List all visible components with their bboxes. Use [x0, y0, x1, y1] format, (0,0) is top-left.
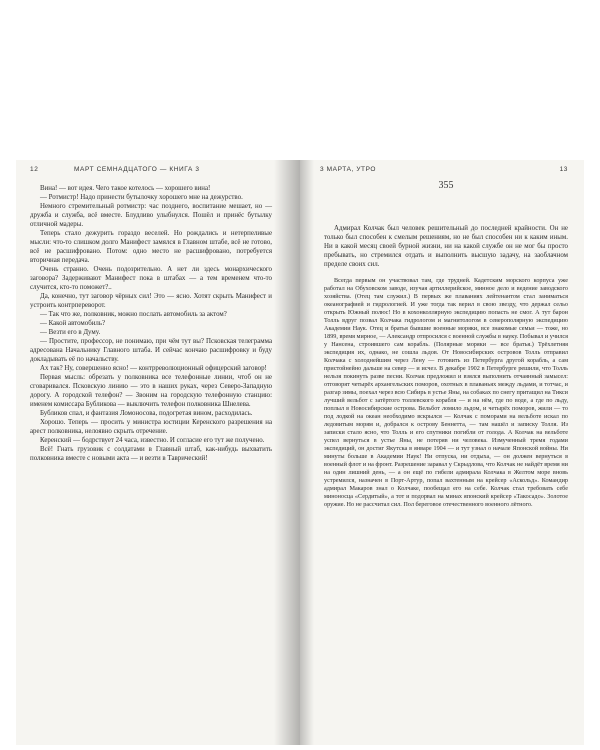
paragraph: — Ротмистр! Надо принести бутылочку хорошего мне на дежурство. [40, 194, 243, 201]
right-page-body [324, 224, 568, 509]
left-page-body [30, 184, 272, 463]
paragraph: — Какой автомобиль? [40, 320, 106, 327]
paragraph: Да, конечно, тут заговор чёрных сил! Это — ясно. Хотят скрыть Манифест и устроить контрпереворот. [30, 293, 272, 309]
paragraph: Бубликов спал, и фантазия Ломоносова, подогретая вином, расходилась. [40, 410, 253, 417]
chapter-number: 355 [438, 180, 454, 191]
body-paragraph: Всегда первым он участвовал там, где трудней. Кадетским морского корпуса уже работал на Обуховском заводе, изучая артиллерийское, минное дело и ведение заводского хозяйства. (Отец там служил.) В первых же плаваниях лейтенантом стал заниматься океанографией и гидрологией. И уже тогда так верил в свою звезду, что держал сельо открыть Южный полюс! Но в кохонколлярную экспедицию попасть не смог. А тут барон Толль вдруг позвал Колчака гидрологом и магнитологом в северополярную экспедицию Академии Наук. Отец и братья бывшие военные моряки, все знакомые семьи — тоже, но 1899, время мирное, — Александр отпросился с военной службы в науку. Побывал и учился у Нансена, строившего сам корабль. (Полярные моряки — все братья.) Трёхлетняя экспедиция их, однако, не сошла льдов. От Новосибирских островов Толль отправил Колчака с холоднейшим через Лену — готовить из Петербурга другой корабль, а сам пристойнейно дальше на север — и исчез. В декабре 1902 в Петербурге решили, что Толль нельзя покинуть разве песни. Колчак предложил и взялся выполнить отчаянный замысел: отговорят четырёх архангельских поморов, охотных в плаваньях между льдами, и тотчас, и разгар зимы, поехал через всю Сибирь в устье Яны, на собаках по снегу притащил на Тикси лучший вельбот с затёртого толлевского корабля — и на нём, где по воде, а где по льду, поплыл в Новосибирские острова. Вельбот ломило льдом, и четырёх поморов, жили — то под лодкой на океан необходимо вскрылся — Колчак с поморами на вельботе искал по ледовитым морям и, добрался к острову Беннетта, — там нашёл и записку Толля. Из записки стало ясно, что Толль и его спутники погибли от голода. А Колчак на вельботе успел вернуться в устье Яны, не потеряв ни человека. Измученный тремя годами экспедиций, он достиг Якутска в январе 1904 — и тут узнал о начале Японской войны. Ни минуты больше в Академии Наук! Ни отпуска, ни отдыха, — он должен вернуться в военный флот и на фронт. Разрешение заравал у Скрыдлова, что Колчак не найдёт время ни на один лишний день, — а он ещё по гибели адмирала Колчака в Желтом море вновь устремился, назначен в Порт-Артур, попал вахтенным на крейсер «Аскольд». Командир адмирал Макаров знал о Колчаке, пообещал его на себе. Колчак стал требовать себе миноносца «Сердитый», а тот и подорвал на минах японский крейсер «Такосадо». Золотое оружие. Но не рассчитал сил. Пол береговое отечественного военного лётного. [324, 277, 568, 508]
left-running-head: МАРТ СЕМНАДЦАТОГО — КНИГА 3 [74, 166, 200, 173]
right-page [300, 160, 584, 745]
paragraph: Очень странно. Очень подозрительно. А нет ли здесь монархического заговора? Задерживают Манифест пока в штабах — а тем временем что-то случится, кто-то поможет?.. [30, 266, 272, 291]
paragraph: Всё! Гнать грузовик с солдатами в Главный штаб, как-нибудь выхватить полковника вместе с новыми акта — и везти в Таврический! [30, 446, 272, 462]
paragraph: Керенский — бодрствует 24 часа, известно. И согласие его тут же получено. [40, 437, 265, 444]
gutter-shadow [300, 160, 314, 745]
paragraph: Первая мысль: обрезать у полковника все телефонные линии, чтоб он не сговаривался. Псковскую линию — это в наших руках, через Северо-Западную дорогу. А городской телефон? — Звоним на городскую телефонную станцию: именем комиссара Бубликова — выключить телефон полковника Шнелева. [30, 374, 272, 408]
gutter-shadow [274, 160, 300, 745]
paragraph: Немного стремительный ротмистр: час позднего, воспитание мешает, но — дружба и служба, всё вместе. Блудливо улыбнулся. Пошёл и принёс бутылку отличной мадеры. [30, 203, 272, 228]
lead-paragraph: Адмирал Колчак был человек решительный до последней крайности. Он не только был способен к смелым решениям, но не был способен ни к каким иным. Ни в какой месяц своей бурной жизни, ни на какой службе он не мог бы просто пребывать, но стремился отдать и выполнить высшую задачу, на заоблачном пределе своих сил. [324, 225, 568, 268]
book-spread [16, 160, 584, 745]
paragraph: Теперь стало дежурить гораздо веселей. Но рождались и нетерпеливые мысли: что-то слишком долго Манифест замялся в Главном штабе, всё не готово, всё не расшифровано. Потом: одно место не расшифровано, потребуется вторичная передача. [30, 230, 272, 264]
paragraph: — Так что же, полковник, можно послать автомобиль за актом? [40, 311, 227, 318]
right-running-head: 3 МАРТА, УТРО [320, 166, 377, 173]
paragraph: Ах так? Ну, совершенно ясно! — контрреволюционный офицерский заговор! [40, 365, 267, 372]
paragraph: — Везти его в Думу. [40, 329, 101, 336]
paragraph: Вина! — вот идея. Чего такое котелось — хорошего вина! [40, 185, 211, 192]
paragraph: Хорошо. Теперь — просить у министра юстиции Керенского разрешения на арест полковника, нелоявно скрыть отречение. [30, 419, 272, 435]
right-page-number: 13 [559, 166, 568, 173]
left-page-number: 12 [30, 166, 39, 173]
left-page [16, 160, 300, 745]
paragraph: — Простите, профессор, не понимаю, при чём тут вы? Псковская телеграмма адресована Начальнику Главного штаба. И сейчас кончаю расшифровку и буду докладывать её по начальству. [30, 338, 272, 363]
